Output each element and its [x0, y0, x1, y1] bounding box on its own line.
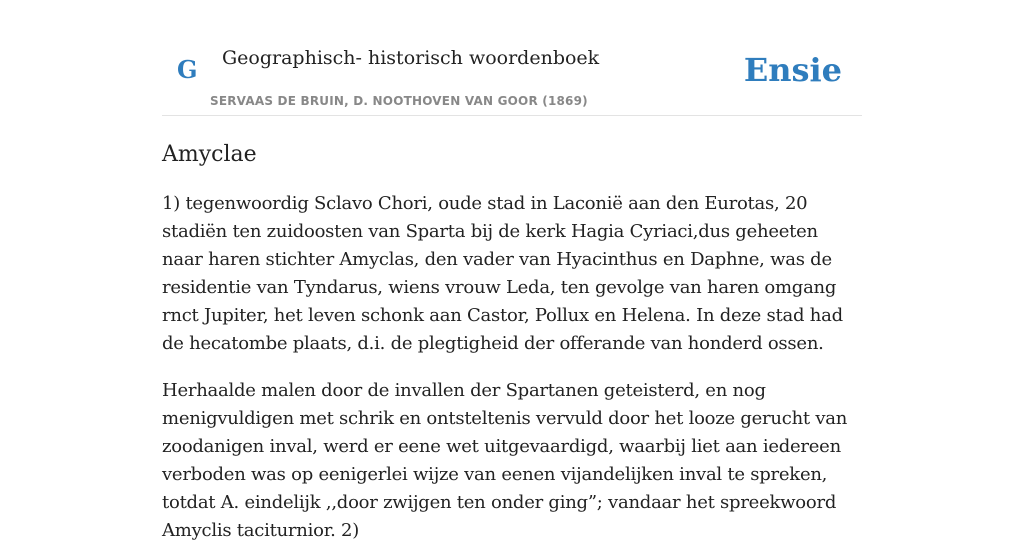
entry-body	[162, 190, 862, 545]
ensie-logo[interactable]: Ensie	[743, 51, 842, 89]
book-header	[162, 0, 862, 116]
entry-title: Amyclae	[162, 142, 257, 167]
book-title-link[interactable]: Geographisch- historisch woordenboek	[222, 47, 600, 69]
entry-paragraph-2: Herhaalde malen door de invallen der Spartanen geteisterd, en nog menigvuldigen met schrik en ontsteltenis vervuld door het looze gerucht van zoodanigen inval, werd er eene wet uitgevaardigd, waarbij liet aan iedereen verboden was op eenigerlei wijze van eenen vijandelijken inval te spreken, totdat A. eindelijk ,,door zwijgen ten onder ging”; vandaar het spreekwoord Amyclis taciturnior. 2)	[162, 380, 848, 541]
page	[162, 0, 862, 541]
entry-paragraph-1: 1) tegenwoordig Sclavo Chori, oude stad in Laconië aan den Eurotas, 20 stadiën ten zuidoosten van Sparta bij de kerk Hagia Cyriaci,dus geheeten naar haren stichter Amyclas, den vader van Hyacinthus en Daphne, was de residentie van Tyndarus, wiens vrouw Leda, ten gevolge van haren omgang rnct Jupiter, het leven schonk aan Castor, Pollux en Helena. In deze stad had de hecatombe plaats, d.i. de plegtigheid der offerande van honderd ossen.	[162, 193, 843, 354]
book-logo-letter[interactable]: G	[177, 55, 198, 84]
book-authors-year: SERVAAS DE BRUIN, D. NOOTHOVEN VAN GOOR (1869)	[210, 94, 588, 108]
